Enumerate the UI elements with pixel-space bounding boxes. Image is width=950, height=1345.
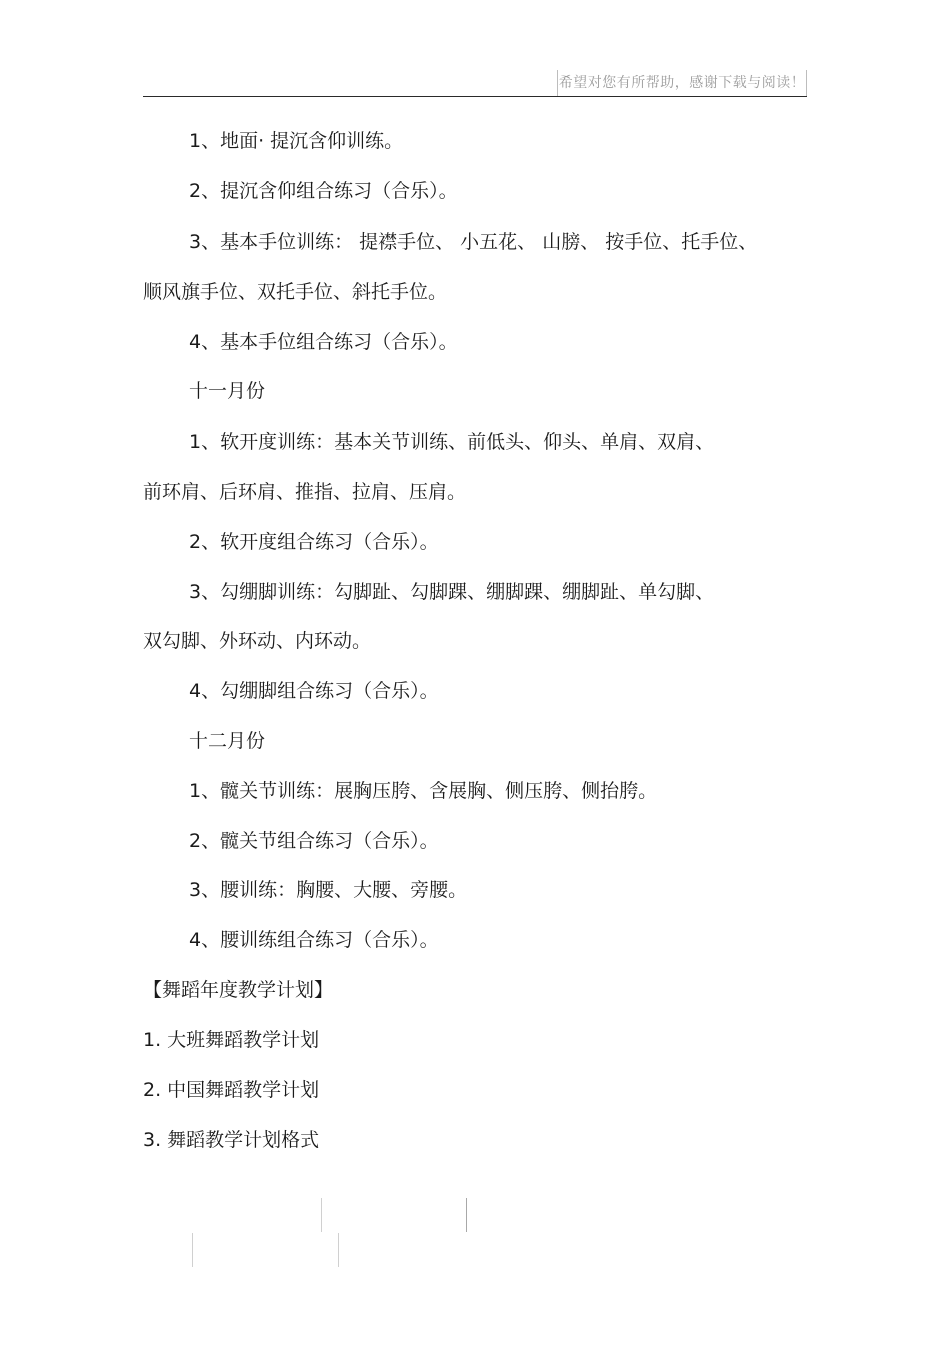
related-heading: 【舞蹈年度教学计划】 xyxy=(143,979,334,1001)
section-heading: 十一月份 xyxy=(189,380,266,402)
text-line: 1、地面· 提沉含仰训练。 xyxy=(189,130,404,152)
text-line: 3、腰训练：胸腰、大腰、旁腰。 xyxy=(189,879,468,901)
divider xyxy=(321,1198,322,1232)
divider xyxy=(192,1233,193,1267)
text-line: 3、勾绷脚训练：勾脚趾、勾脚踝、绷脚踝、绷脚趾、单勾脚、 xyxy=(189,581,715,603)
text-line: 4、腰训练组合练习（合乐）。 xyxy=(189,929,439,951)
text-line: 1、髋关节训练：展胸压胯、含展胸、侧压胯、侧抬胯。 xyxy=(189,780,658,802)
text-line: 2、提沉含仰组合练习（合乐）。 xyxy=(189,180,458,202)
text-line: 双勾脚、外环动、内环动。 xyxy=(143,630,372,652)
text-line: 3、基本手位训练： 提襟手位、 小五花、 山膀、 按手位、托手位、 xyxy=(189,231,758,253)
text-line: 1、软开度训练：基本关节训练、前低头、仰头、单肩、双肩、 xyxy=(189,431,715,453)
text-line: 顺风旗手位、双托手位、斜托手位。 xyxy=(143,281,448,303)
related-item: 3. 舞蹈教学计划格式 xyxy=(143,1129,320,1151)
text-line: 2、软开度组合练习（合乐）。 xyxy=(189,531,439,553)
divider xyxy=(466,1198,467,1232)
related-item: 2. 中国舞蹈教学计划 xyxy=(143,1079,320,1101)
header-note: 希望对您有所帮助，感谢下载与阅读！ xyxy=(557,70,807,96)
section-heading: 十二月份 xyxy=(189,730,266,752)
text-line: 4、勾绷脚组合练习（合乐）。 xyxy=(189,680,439,702)
text-line: 2、髋关节组合练习（合乐）。 xyxy=(189,830,439,852)
divider xyxy=(338,1233,339,1267)
text-line: 4、基本手位组合练习（合乐）。 xyxy=(189,331,458,353)
header-rule xyxy=(143,96,807,97)
related-item: 1. 大班舞蹈教学计划 xyxy=(143,1029,320,1051)
text-line: 前环肩、后环肩、推指、拉肩、压肩。 xyxy=(143,481,467,503)
